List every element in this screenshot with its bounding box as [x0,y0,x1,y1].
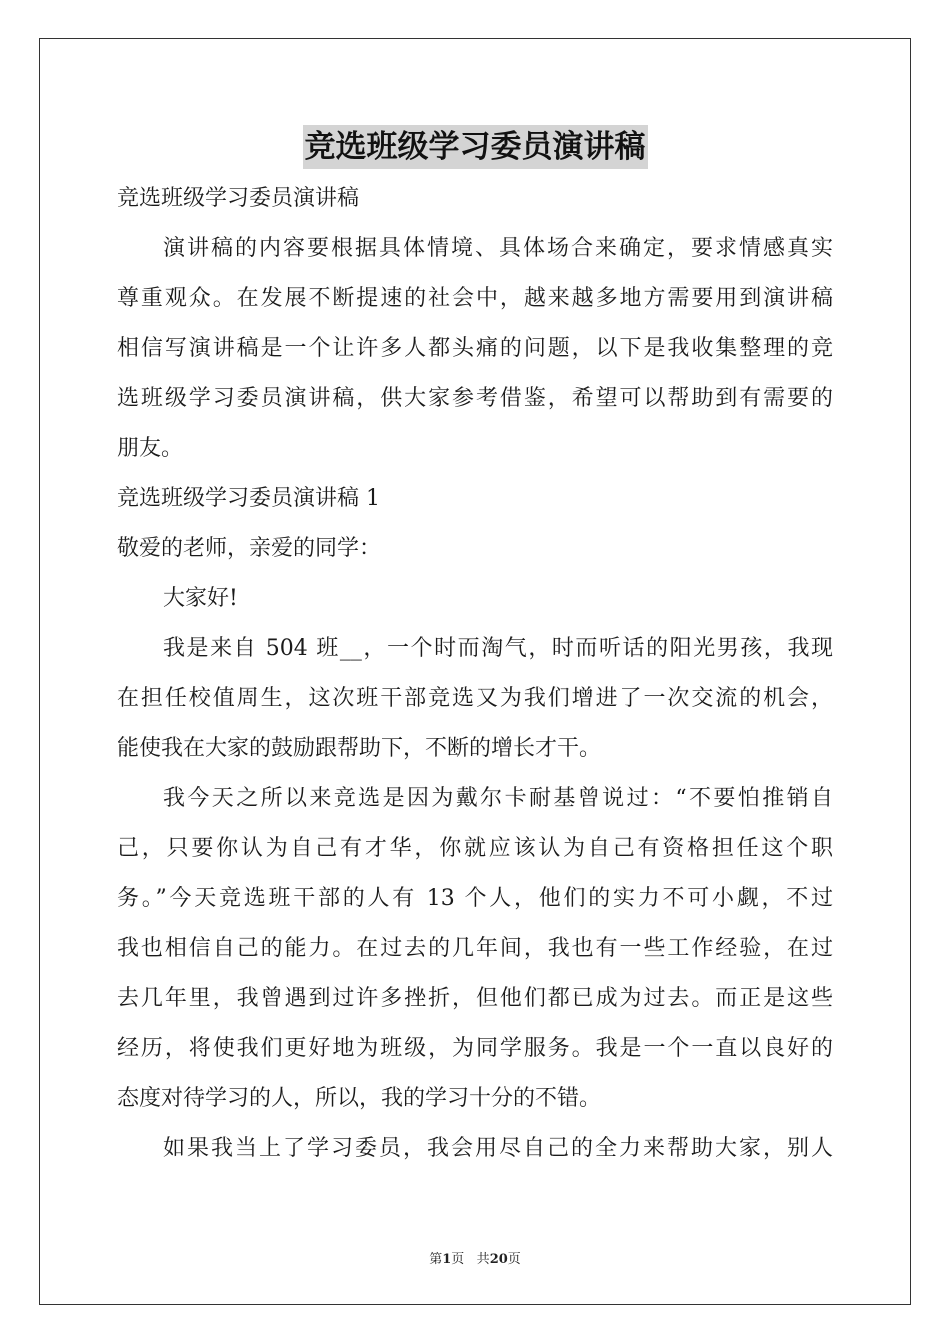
text-line: 演讲稿的内容要根据具体情境、具体场合来确定，要求情感真实 [163,236,833,261]
text-line: 选班级学习委员演讲稿，供大家参考借鉴，希望可以帮助到有需要的 [117,386,833,411]
text-line: 我是来自 504 班__，一个时而淘气，时而听话的阳光男孩，我现 [163,636,833,661]
text-line: 如果我当上了学习委员，我会用尽自己的全力来帮助大家，别人 [163,1136,833,1161]
text-line: 大家好! [163,586,238,611]
page-suffix: 页 [451,1252,465,1267]
text-line: 态度对待学习的人，所以，我的学习十分的不错。 [117,1086,602,1111]
document-body [117,174,833,1174]
document-title: 竞选班级学习委员演讲稿 [303,125,648,169]
text-line: 我今天之所以来竞选是因为戴尔卡耐基曾说过：“不要怕推销自 [163,786,833,811]
text-line: 能使我在大家的鼓励跟帮助下，不断的增长才干。 [117,736,602,761]
text-line: 相信写演讲稿是一个让许多人都头痛的问题，以下是我收集整理的竞 [117,336,833,361]
text-line: 在担任校值周生，这次班干部竞选又为我们增进了一次交流的机会， [117,686,833,711]
title-container [0,125,950,169]
total-prefix: 共 [476,1252,490,1267]
page-number: 1 [442,1252,452,1267]
text-line: 己，只要你认为自己有才华，你就应该认为自己有资格担任这个职 [117,836,833,861]
text-line: 去几年里，我曾遇到过许多挫折，但他们都已成为过去。而正是这些 [117,986,833,1011]
page-footer [0,1248,950,1267]
text-line: 朋友。 [117,436,184,461]
text-line: 敬爱的老师，亲爱的同学： [117,536,382,561]
text-line: 务。”今天竞选班干部的人有 13 个人，他们的实力不可小觑，不过 [117,886,833,911]
text-line: 尊重观众。在发展不断提速的社会中，越来越多地方需要用到演讲稿 [117,286,833,311]
text-line: 我也相信自己的能力。在过去的几年间，我也有一些工作经验，在过 [117,936,833,961]
text-line: 竞选班级学习委员演讲稿 1 [117,486,380,511]
total-pages: 20 [489,1252,508,1267]
text-line: 竞选班级学习委员演讲稿 [117,186,360,211]
total-suffix: 页 [507,1252,521,1267]
text-line: 经历，将使我们更好地为班级，为同学服务。我是一个一直以良好的 [117,1036,833,1061]
page-prefix: 第 [429,1252,443,1267]
